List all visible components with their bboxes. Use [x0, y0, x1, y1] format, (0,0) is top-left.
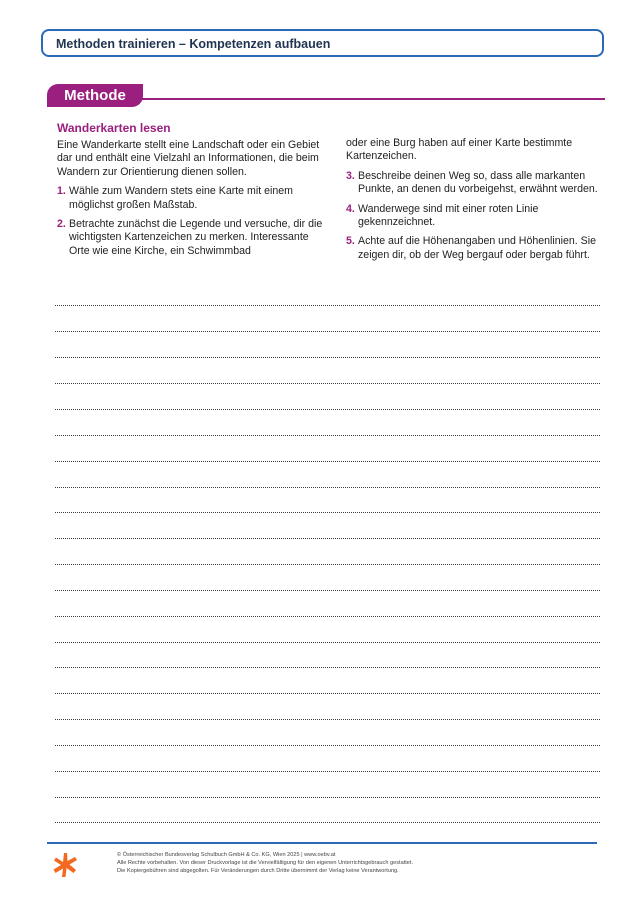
writing-line[interactable]: [55, 590, 600, 591]
writing-line[interactable]: [55, 512, 600, 513]
oebv-logo-icon: [52, 852, 78, 878]
writing-line[interactable]: [55, 383, 600, 384]
writing-line[interactable]: [55, 771, 600, 772]
writing-line[interactable]: [55, 461, 600, 462]
step-text: Betrachte zunächst die Legende und versuche, dir die wichtigsten Kartenzeichen zu merken. Interessante Orte wie eine Kirche, ein Schwimmbad: [69, 218, 323, 257]
writing-line[interactable]: [55, 719, 600, 720]
method-step: [346, 203, 616, 230]
step-number: 3.: [346, 169, 355, 182]
step-number: 2.: [57, 218, 66, 231]
method-step: [346, 235, 616, 262]
method-heading: Wanderkarten lesen: [57, 121, 171, 135]
method-column-left: [57, 139, 327, 264]
footer-line: Die Kopiergebühren sind abgegolten. Für Veränderungen durch Dritte übernimmt der Verlag keine Verantwortung.: [117, 868, 399, 874]
method-step: [346, 170, 616, 197]
step-text: Beschreibe deinen Weg so, dass alle markanten Punkte, an denen du vorbeigehst, erwähnt werden.: [358, 169, 598, 196]
writing-line[interactable]: [55, 435, 600, 436]
writing-line[interactable]: [55, 616, 600, 617]
step-number: 5.: [346, 235, 355, 248]
writing-line[interactable]: [55, 538, 600, 539]
writing-line[interactable]: [55, 564, 600, 565]
writing-line[interactable]: [55, 357, 600, 358]
method-step: [57, 185, 327, 212]
header-box: [41, 29, 604, 57]
method-step: [57, 218, 327, 258]
footer-copyright: [117, 851, 413, 875]
method-intro: Eine Wanderkarte stellt eine Landschaft oder ein Gebiet dar und enthält eine Vielzahl an Informationen, die beim Wandern zur Orientierung dienen sollen.: [57, 139, 320, 178]
step-number: 4.: [346, 202, 355, 215]
writing-line[interactable]: [55, 487, 600, 488]
writing-line[interactable]: [55, 331, 600, 332]
step-continuation: oder eine Burg haben auf einer Karte bestimmte Kartenzeichen.: [346, 137, 573, 163]
footer-line: Alle Rechte vorbehalten. Von dieser Druckvorlage ist die Vervielfältigung für den eigenen Unterrichtsgebrauch gestattet.: [117, 860, 414, 866]
footer-line: © Österreichischer Bundesverlag Schulbuch GmbH & Co. KG, Wien 2025 | www.oebv.at: [117, 852, 336, 858]
method-divider: [140, 98, 605, 100]
step-text: Achte auf die Höhenangaben und Höhenlinien. Sie zeigen dir, ob der Weg bergauf oder bergab führt.: [358, 235, 596, 261]
writing-line[interactable]: [55, 797, 600, 798]
step-text: Wähle zum Wandern stets eine Karte mit einem möglichst großen Maßstab.: [69, 185, 293, 211]
writing-line[interactable]: [55, 409, 600, 410]
writing-line[interactable]: [55, 667, 600, 668]
page-title: Methoden trainieren – Kompetenzen aufbauen: [56, 37, 331, 51]
writing-line[interactable]: [55, 822, 600, 823]
writing-line[interactable]: [55, 745, 600, 746]
writing-line[interactable]: [55, 642, 600, 643]
method-column-right: [346, 137, 616, 268]
step-text: Wanderwege sind mit einer roten Linie gekennzeichnet.: [358, 202, 539, 229]
step-number: 1.: [57, 185, 66, 198]
writing-line[interactable]: [55, 693, 600, 694]
footer-rule: [47, 842, 597, 844]
method-tab: Methode: [47, 84, 143, 107]
writing-line[interactable]: [55, 305, 600, 306]
